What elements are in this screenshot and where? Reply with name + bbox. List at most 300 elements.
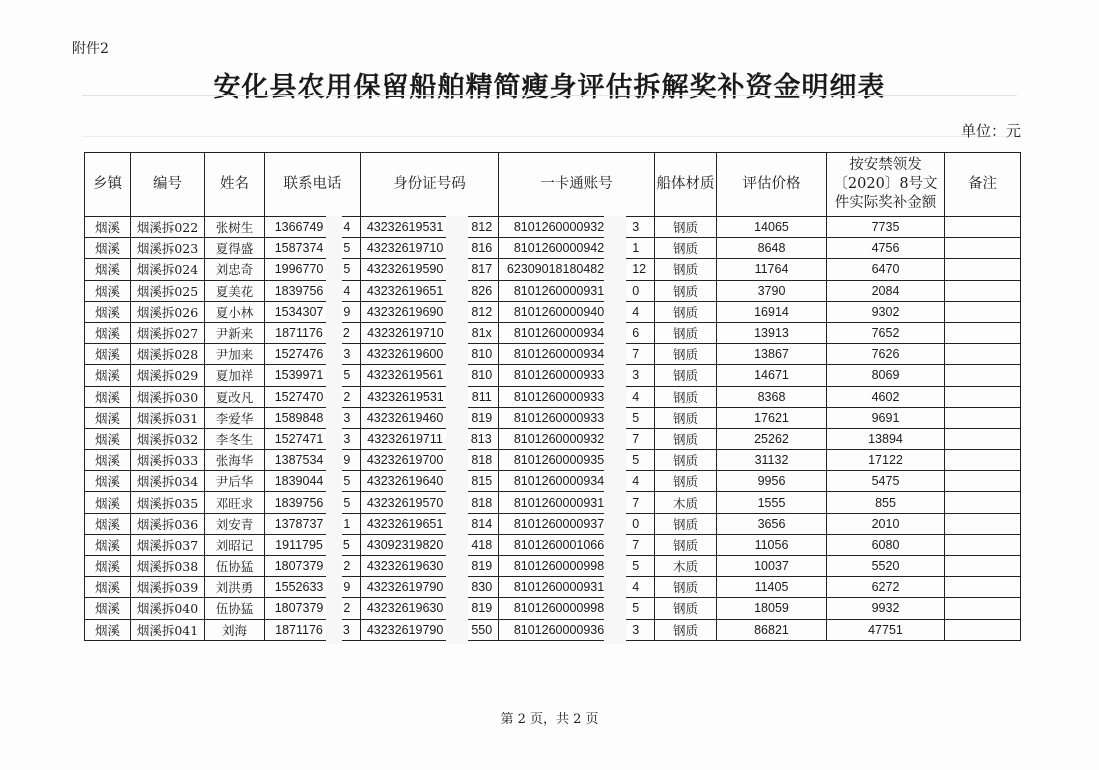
cell-town: 烟溪 <box>85 428 131 449</box>
cell-price: 31132 <box>717 450 827 471</box>
cell-id: 烟溪拆040 <box>131 598 205 619</box>
cell-part: 3 <box>343 347 351 362</box>
cell-idcard <box>361 513 499 534</box>
cell-material: 木质 <box>655 492 717 513</box>
cell-account <box>499 556 655 577</box>
cell-phone <box>265 322 361 343</box>
cell-part: 7 <box>632 537 640 552</box>
cell-account <box>499 492 655 513</box>
cell-part: 3 <box>343 410 351 425</box>
cell-part: 1871176 <box>275 326 323 341</box>
cell-part: 3 <box>632 368 640 383</box>
cell-name: 刘昭记 <box>205 534 265 555</box>
cell-part: 8101260000934 <box>513 474 605 489</box>
cell-part: 4 <box>632 389 640 404</box>
redaction-idcard <box>446 216 468 644</box>
cell-part: 819 <box>471 559 493 574</box>
page-number: 第 2 页，共 2 页 <box>500 712 599 727</box>
cell-part: 4 <box>632 474 640 489</box>
cell-part: 1839756 <box>274 283 324 298</box>
cell-idcard <box>361 386 499 407</box>
cell-material: 钢质 <box>655 450 717 471</box>
subsidy-table <box>84 152 1021 641</box>
cell-award: 6272 <box>827 577 945 598</box>
cell-name: 伍协猛 <box>205 556 265 577</box>
cell-price: 14065 <box>717 217 827 238</box>
cell-town: 烟溪 <box>85 386 131 407</box>
cell-note <box>945 513 1021 534</box>
cell-part: 5 <box>632 453 640 468</box>
col-header-award: 按安禁领发〔2020〕8号文件实际奖补金额 <box>827 153 945 217</box>
cell-note <box>945 280 1021 301</box>
cell-note <box>945 238 1021 259</box>
cell-award: 5475 <box>827 471 945 492</box>
cell-part: 8101260000935 <box>513 453 605 468</box>
cell-part: 43232619790 <box>366 622 444 637</box>
cell-name: 夏得盛 <box>205 238 265 259</box>
cell-name: 夏小林 <box>205 301 265 322</box>
cell-material: 木质 <box>655 556 717 577</box>
cell-phone <box>265 598 361 619</box>
col-header-id: 编号 <box>131 153 205 217</box>
cell-id: 烟溪拆037 <box>131 534 205 555</box>
cell-part: 811 <box>471 389 492 404</box>
cell-part: 2 <box>343 601 351 616</box>
table-row <box>85 471 1021 492</box>
cell-idcard <box>361 217 499 238</box>
cell-part: 5 <box>343 241 351 256</box>
cell-note <box>945 471 1021 492</box>
cell-part: 3 <box>343 431 351 446</box>
table-row <box>85 217 1021 238</box>
cell-part: 815 <box>471 474 493 489</box>
cell-id: 烟溪拆028 <box>131 344 205 365</box>
cell-account <box>499 365 655 386</box>
cell-name: 伍协猛 <box>205 598 265 619</box>
cell-part: 43232619570 <box>366 495 444 510</box>
cell-material: 钢质 <box>655 238 717 259</box>
cell-note <box>945 619 1021 640</box>
table-row <box>85 386 1021 407</box>
cell-part: 5 <box>632 559 640 574</box>
table-row <box>85 259 1021 280</box>
cell-part: 8101260000931 <box>513 580 605 595</box>
cell-idcard <box>361 471 499 492</box>
cell-price: 3656 <box>717 513 827 534</box>
table-row <box>85 238 1021 259</box>
cell-phone <box>265 577 361 598</box>
attachment-label: 附件2 <box>72 41 109 57</box>
cell-town: 烟溪 <box>85 217 131 238</box>
cell-part: 8101260000937 <box>513 516 605 531</box>
cell-part: 810 <box>471 347 493 362</box>
cell-idcard <box>361 322 499 343</box>
cell-part: 8101260001066 <box>513 537 605 552</box>
cell-id: 烟溪拆041 <box>131 619 205 640</box>
cell-town: 烟溪 <box>85 238 131 259</box>
table-row <box>85 577 1021 598</box>
cell-id: 烟溪拆039 <box>131 577 205 598</box>
cell-phone <box>265 534 361 555</box>
cell-phone <box>265 217 361 238</box>
cell-id: 烟溪拆026 <box>131 301 205 322</box>
cell-award: 6080 <box>827 534 945 555</box>
unit-label: 单位：元 <box>960 122 1021 140</box>
table-row <box>85 428 1021 449</box>
cell-town: 烟溪 <box>85 344 131 365</box>
cell-part: 43232619561 <box>366 368 444 383</box>
cell-account <box>499 238 655 259</box>
cell-part: 43232619630 <box>366 601 444 616</box>
cell-note <box>945 556 1021 577</box>
table-row <box>85 450 1021 471</box>
cell-part: 1527476 <box>274 347 324 362</box>
cell-id: 烟溪拆029 <box>131 365 205 386</box>
cell-account <box>499 534 655 555</box>
cell-material: 钢质 <box>655 365 717 386</box>
cell-price: 1555 <box>717 492 827 513</box>
cell-award: 7735 <box>827 217 945 238</box>
cell-award: 2010 <box>827 513 945 534</box>
cell-part: 62309018180482 <box>506 262 605 277</box>
cell-award: 855 <box>827 492 945 513</box>
col-header-material: 船体材质 <box>655 153 717 217</box>
cell-phone <box>265 471 361 492</box>
table-row <box>85 301 1021 322</box>
cell-part: 826 <box>471 283 493 298</box>
cell-part: 5 <box>343 474 351 489</box>
cell-account <box>499 259 655 280</box>
table-row <box>85 556 1021 577</box>
cell-part: 43232619711 <box>367 431 443 446</box>
cell-part: 8101260000933 <box>513 410 605 425</box>
cell-part: 8101260000942 <box>513 241 605 256</box>
cell-account <box>499 280 655 301</box>
cell-account <box>499 513 655 534</box>
cell-part: 550 <box>471 622 493 637</box>
cell-part: 1587374 <box>274 241 324 256</box>
cell-account <box>499 301 655 322</box>
cell-part: 5 <box>342 537 350 552</box>
col-header-name: 姓名 <box>205 153 265 217</box>
cell-part: 818 <box>471 495 493 510</box>
cell-note <box>945 598 1021 619</box>
cell-town: 烟溪 <box>85 407 131 428</box>
cell-idcard <box>361 577 499 598</box>
cell-part: 1807379 <box>274 601 324 616</box>
cell-part: 43232619531 <box>367 389 444 404</box>
cell-part: 4 <box>632 580 640 595</box>
cell-phone <box>265 492 361 513</box>
cell-id: 烟溪拆023 <box>131 238 205 259</box>
cell-price: 18059 <box>717 598 827 619</box>
cell-price: 86821 <box>717 619 827 640</box>
cell-phone <box>265 238 361 259</box>
cell-phone <box>265 280 361 301</box>
cell-part: 1911795 <box>275 537 323 552</box>
cell-material: 钢质 <box>655 322 717 343</box>
col-header-account: 一卡通账号 <box>499 153 655 217</box>
cell-part: 817 <box>471 262 493 277</box>
cell-phone <box>265 259 361 280</box>
cell-part: 830 <box>471 580 493 595</box>
cell-part: 2 <box>342 326 350 341</box>
cell-part: 1366749 <box>274 220 324 235</box>
cell-part: 818 <box>471 453 493 468</box>
cell-material: 钢质 <box>655 598 717 619</box>
cell-phone <box>265 365 361 386</box>
cell-price: 13867 <box>717 344 827 365</box>
cell-part: 4 <box>632 304 640 319</box>
cell-part: 7 <box>632 495 640 510</box>
cell-part: 810 <box>471 368 493 383</box>
cell-account <box>499 577 655 598</box>
cell-part: 1378737 <box>274 516 324 531</box>
cell-material: 钢质 <box>655 407 717 428</box>
cell-account <box>499 428 655 449</box>
cell-part: 4 <box>343 220 351 235</box>
cell-idcard <box>361 450 499 471</box>
cell-part: 9 <box>343 453 351 468</box>
table-row <box>85 513 1021 534</box>
cell-part: 0 <box>632 283 640 298</box>
cell-idcard <box>361 280 499 301</box>
cell-part: 8101260000933 <box>513 368 605 383</box>
cell-price: 8648 <box>717 238 827 259</box>
cell-idcard <box>361 365 499 386</box>
cell-name: 邓旺求 <box>205 492 265 513</box>
cell-note <box>945 365 1021 386</box>
cell-part: 8101260000998 <box>513 601 605 616</box>
cell-material: 钢质 <box>655 428 717 449</box>
cell-phone <box>265 407 361 428</box>
cell-award: 9691 <box>827 407 945 428</box>
cell-part: 5 <box>343 495 351 510</box>
col-header-town: 乡镇 <box>85 153 131 217</box>
cell-name: 尹后华 <box>205 471 265 492</box>
cell-part: 8101260000940 <box>513 304 605 319</box>
cell-part: 814 <box>471 516 493 531</box>
cell-part: 5 <box>343 262 351 277</box>
cell-material: 钢质 <box>655 259 717 280</box>
cell-part: 8101260000936 <box>513 622 605 637</box>
cell-part: 5 <box>632 601 640 616</box>
cell-material: 钢质 <box>655 471 717 492</box>
cell-account <box>499 598 655 619</box>
cell-idcard <box>361 344 499 365</box>
cell-part: 8101260000931 <box>513 495 605 510</box>
cell-name: 李冬生 <box>205 428 265 449</box>
table-row <box>85 534 1021 555</box>
cell-price: 11764 <box>717 259 827 280</box>
cell-part: 43232619640 <box>366 474 444 489</box>
cell-name: 夏美花 <box>205 280 265 301</box>
cell-idcard <box>361 238 499 259</box>
cell-part: 812 <box>471 220 493 235</box>
cell-id: 烟溪拆030 <box>131 386 205 407</box>
cell-part: 1839044 <box>274 474 324 489</box>
cell-part: 1387534 <box>274 453 324 468</box>
cell-part: 9 <box>343 580 351 595</box>
cell-award: 5520 <box>827 556 945 577</box>
col-header-price: 评估价格 <box>717 153 827 217</box>
cell-name: 刘洪勇 <box>205 577 265 598</box>
cell-part: 8101260000932 <box>513 220 605 235</box>
cell-phone <box>265 513 361 534</box>
cell-id: 烟溪拆038 <box>131 556 205 577</box>
cell-note <box>945 492 1021 513</box>
cell-part: 2 <box>343 389 351 404</box>
cell-part: 1539971 <box>274 368 324 383</box>
cell-phone <box>265 619 361 640</box>
cell-idcard <box>361 492 499 513</box>
cell-part: 819 <box>471 410 493 425</box>
cell-part: 43092319820 <box>366 537 444 552</box>
cell-award: 8069 <box>827 365 945 386</box>
cell-material: 钢质 <box>655 534 717 555</box>
cell-part: 8101260000933 <box>513 389 605 404</box>
table-header-row <box>85 153 1021 217</box>
cell-name: 夏改凡 <box>205 386 265 407</box>
cell-award: 7652 <box>827 322 945 343</box>
cell-part: 43232619790 <box>366 580 444 595</box>
cell-part: 43232619630 <box>366 559 444 574</box>
cell-id: 烟溪拆031 <box>131 407 205 428</box>
cell-part: 816 <box>471 241 493 256</box>
cell-name: 刘海 <box>205 619 265 640</box>
cell-note <box>945 577 1021 598</box>
cell-price: 25262 <box>717 428 827 449</box>
cell-material: 钢质 <box>655 280 717 301</box>
cell-town: 烟溪 <box>85 577 131 598</box>
cell-material: 钢质 <box>655 301 717 322</box>
cell-price: 17621 <box>717 407 827 428</box>
cell-part: 8101260000931 <box>513 283 605 298</box>
cell-price: 13913 <box>717 322 827 343</box>
cell-part: 2 <box>343 559 351 574</box>
cell-price: 9956 <box>717 471 827 492</box>
cell-idcard <box>361 407 499 428</box>
cell-part: 1527470 <box>274 389 324 404</box>
cell-town: 烟溪 <box>85 301 131 322</box>
table-row <box>85 407 1021 428</box>
cell-part: 1534307 <box>274 304 324 319</box>
cell-town: 烟溪 <box>85 556 131 577</box>
cell-part: 813 <box>470 431 492 446</box>
cell-account <box>499 344 655 365</box>
cell-town: 烟溪 <box>85 471 131 492</box>
cell-part: 43232619710 <box>366 241 444 256</box>
cell-phone <box>265 344 361 365</box>
cell-idcard <box>361 534 499 555</box>
cell-note <box>945 407 1021 428</box>
table-row <box>85 322 1021 343</box>
cell-part: 1589848 <box>274 410 324 425</box>
cell-phone <box>265 428 361 449</box>
cell-part: 6 <box>632 326 640 341</box>
col-header-idcard: 身份证号码 <box>361 153 499 217</box>
cell-award: 9302 <box>827 301 945 322</box>
cell-price: 10037 <box>717 556 827 577</box>
cell-name: 刘安青 <box>205 513 265 534</box>
cell-phone <box>265 450 361 471</box>
cell-id: 烟溪拆034 <box>131 471 205 492</box>
cell-material: 钢质 <box>655 577 717 598</box>
cell-idcard <box>361 301 499 322</box>
cell-part: 43232619700 <box>366 453 444 468</box>
cell-idcard <box>361 259 499 280</box>
cell-id: 烟溪拆036 <box>131 513 205 534</box>
cell-price: 8368 <box>717 386 827 407</box>
page-title: 安化县农用保留船舶精简瘦身评估拆解奖补资金明细表 <box>213 72 886 103</box>
cell-name: 刘忠奇 <box>205 259 265 280</box>
cell-part: 3 <box>632 220 640 235</box>
cell-part: 43232619710 <box>367 326 444 341</box>
cell-id: 烟溪拆032 <box>131 428 205 449</box>
cell-award: 7626 <box>827 344 945 365</box>
cell-part: 4 <box>343 283 351 298</box>
cell-material: 钢质 <box>655 217 717 238</box>
cell-part: 812 <box>471 304 493 319</box>
cell-material: 钢质 <box>655 386 717 407</box>
cell-phone <box>265 301 361 322</box>
cell-town: 烟溪 <box>85 365 131 386</box>
cell-account <box>499 471 655 492</box>
cell-part: 5 <box>343 368 351 383</box>
cell-account <box>499 407 655 428</box>
cell-part: 1527471 <box>274 431 324 446</box>
cell-name: 张海华 <box>205 450 265 471</box>
cell-part: 43232619460 <box>366 410 444 425</box>
cell-id: 烟溪拆025 <box>131 280 205 301</box>
cell-account <box>499 619 655 640</box>
cell-part: 43232619690 <box>366 304 444 319</box>
cell-idcard <box>361 619 499 640</box>
cell-note <box>945 217 1021 238</box>
cell-part: 1552633 <box>274 580 324 595</box>
cell-town: 烟溪 <box>85 598 131 619</box>
cell-part: 43232619600 <box>366 347 444 362</box>
cell-note <box>945 428 1021 449</box>
cell-note <box>945 259 1021 280</box>
cell-award: 6470 <box>827 259 945 280</box>
cell-part: 5 <box>632 410 640 425</box>
cell-award: 9932 <box>827 598 945 619</box>
cell-account <box>499 217 655 238</box>
cell-phone <box>265 556 361 577</box>
cell-id: 烟溪拆035 <box>131 492 205 513</box>
cell-award: 2084 <box>827 280 945 301</box>
cell-award: 13894 <box>827 428 945 449</box>
cell-part: 819 <box>471 601 493 616</box>
table-row <box>85 492 1021 513</box>
cell-part: 418 <box>471 537 493 552</box>
cell-note <box>945 450 1021 471</box>
cell-town: 烟溪 <box>85 280 131 301</box>
cell-award: 4602 <box>827 386 945 407</box>
cell-id: 烟溪拆033 <box>131 450 205 471</box>
cell-material: 钢质 <box>655 619 717 640</box>
cell-town: 烟溪 <box>85 513 131 534</box>
cell-note <box>945 534 1021 555</box>
cell-part: 8101260000934 <box>513 347 605 362</box>
col-header-note: 备注 <box>945 153 1021 217</box>
cell-award: 4756 <box>827 238 945 259</box>
cell-town: 烟溪 <box>85 450 131 471</box>
cell-id: 烟溪拆022 <box>131 217 205 238</box>
cell-part: 3 <box>632 622 640 637</box>
cell-idcard <box>361 556 499 577</box>
